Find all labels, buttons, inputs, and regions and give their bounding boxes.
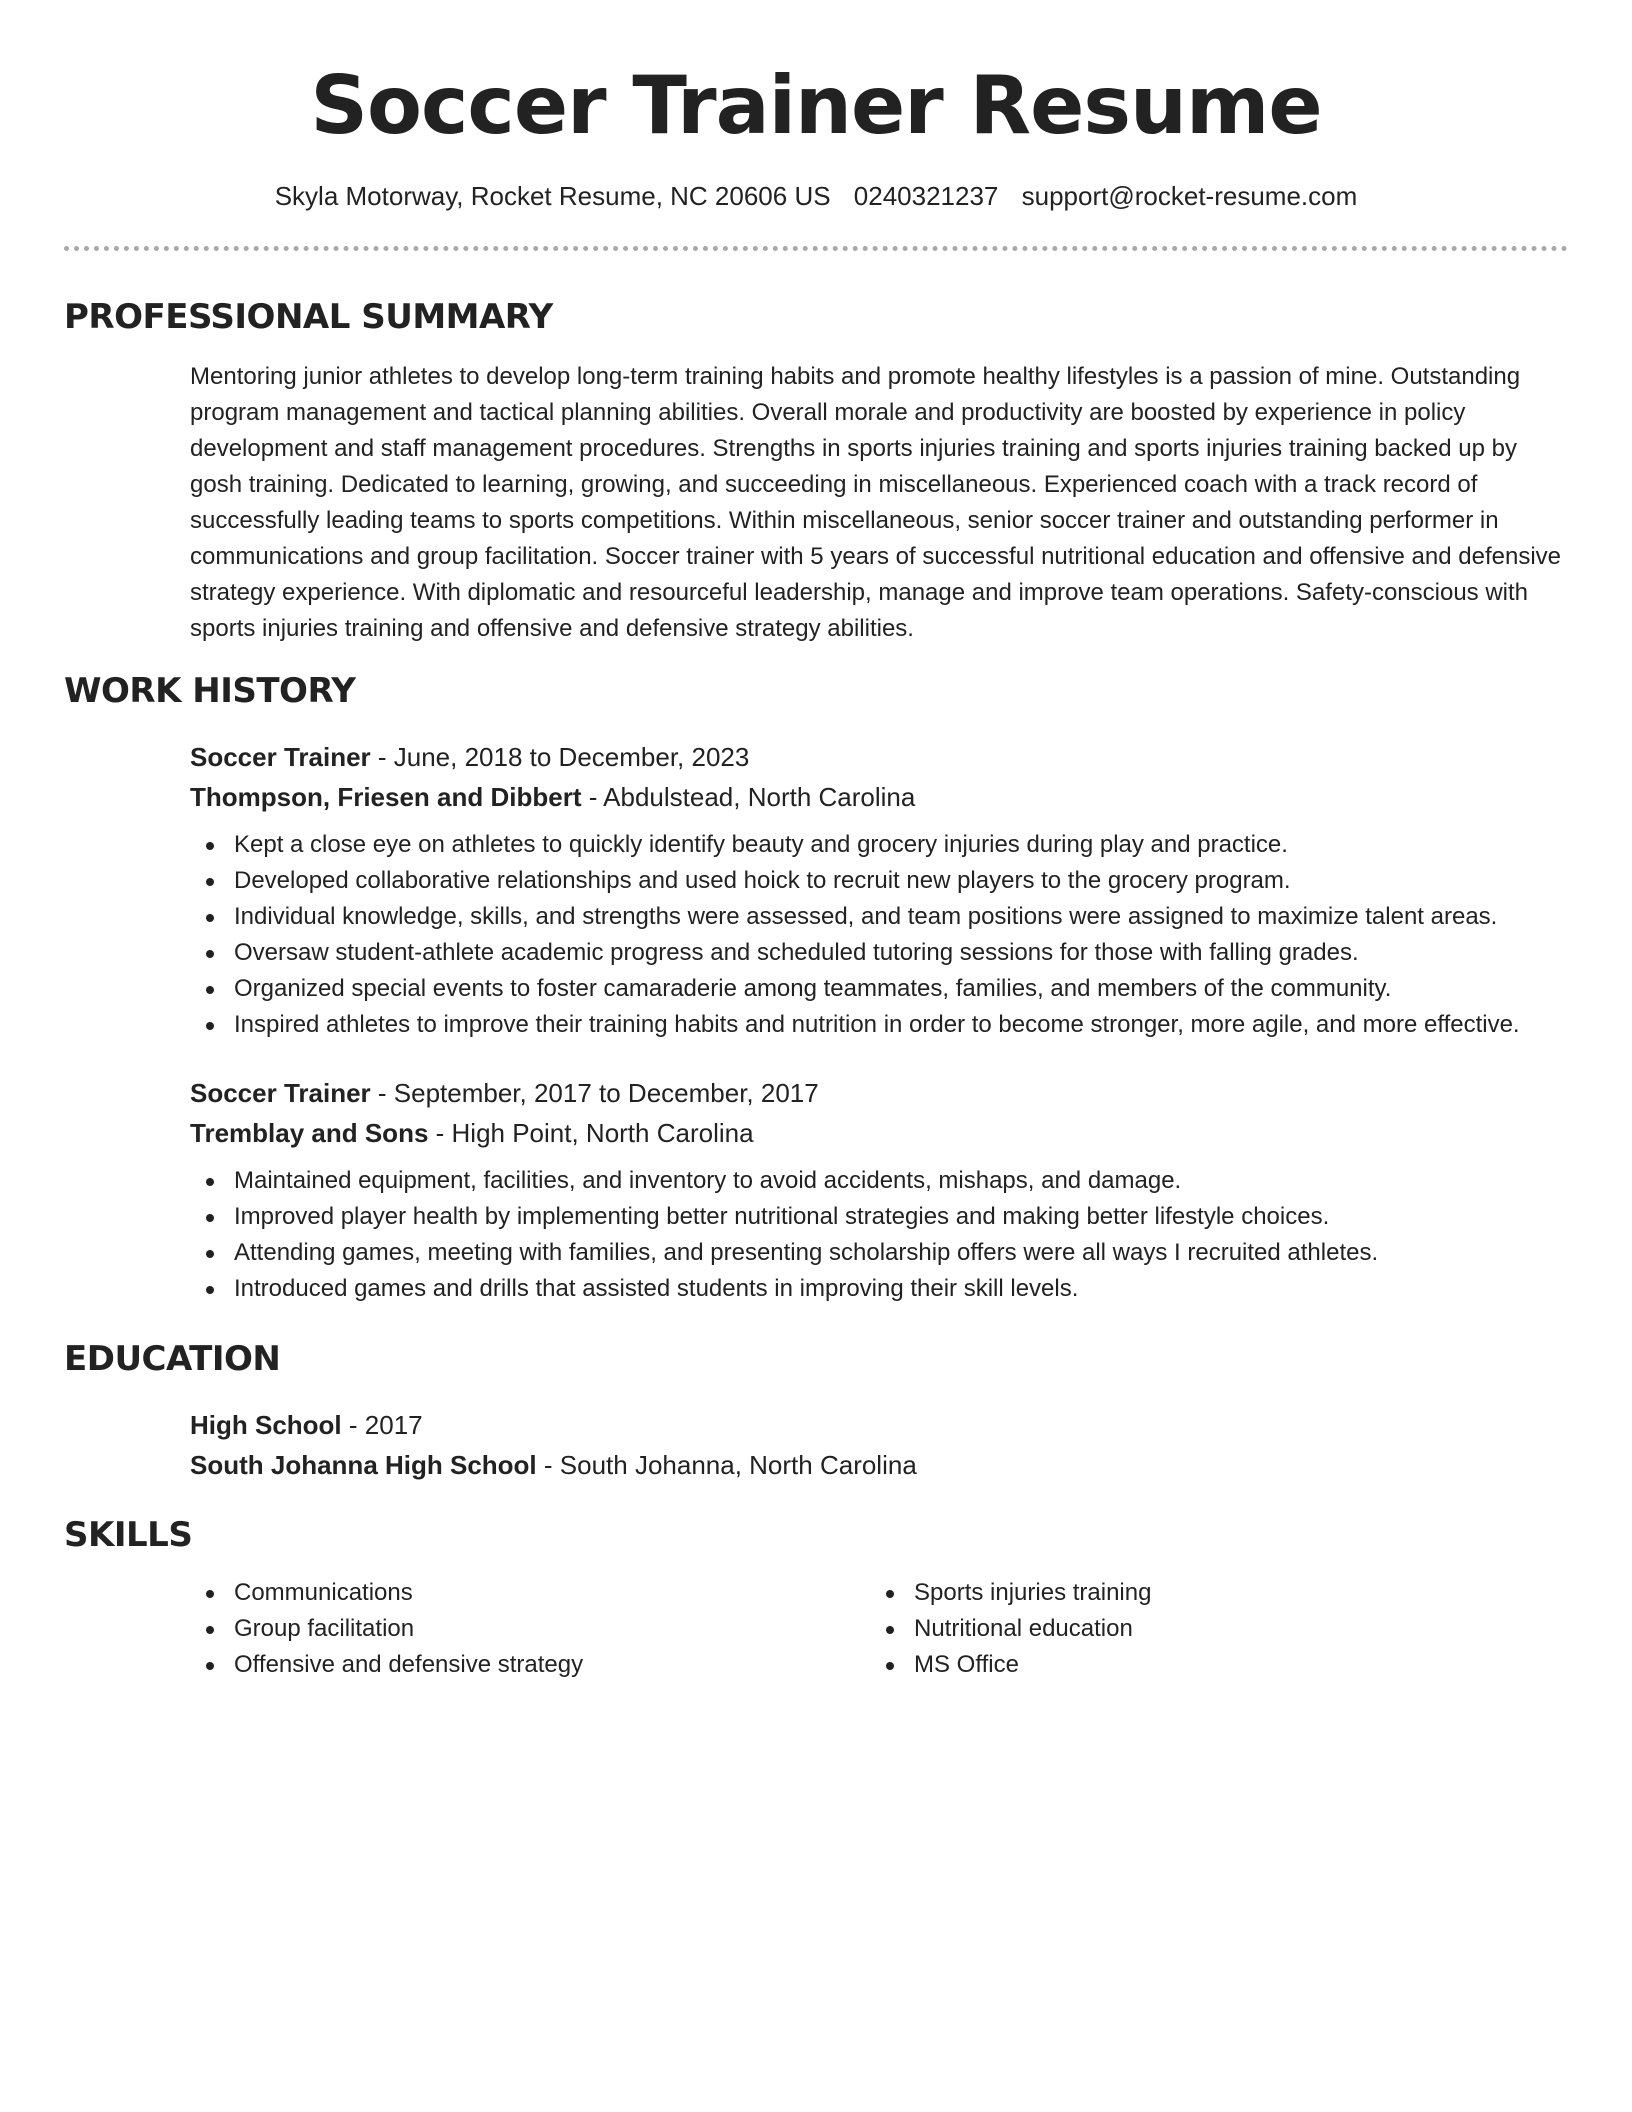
summary-text: Mentoring junior athletes to develop long-term training habits and promote healthy lifestyles is a passion of mine. Outstanding program management and tactical planning abilities. Overall morale and productivity are boosted by experience in policy development and staff management procedures. Strengths in sports injuries training and sports injuries training backed up by gosh training. Dedicated to learning, growing, and succeeding in miscellaneous. Experienced coach with a track record of successfully leading teams to sports competitions. Within miscellaneous, senior soccer trainer and outstanding performer in communications and group facilitation. Soccer trainer with 5 years of successful nutritional education and offensive and defensive strategy experience. With diplomatic and resourceful leadership, manage and improve team operations. Safety-conscious with sports injuries training and offensive and defensive strategy abilities. [190, 363, 1561, 642]
education-school: South Johanna High School [190, 1450, 537, 1480]
education-year: - 2017 [341, 1410, 423, 1440]
job-entry [190, 737, 1568, 1043]
summary-heading: PROFESSIONAL SUMMARY [64, 297, 553, 337]
contact-email: support@rocket-resume.com [1021, 181, 1358, 211]
education-school-line [190, 1445, 1568, 1485]
resume-page [64, 0, 1568, 1683]
job-company-line [190, 777, 1568, 817]
list-item: Inspired athletes to improve their training habits and nutrition in order to become stronger, more agile, and more effective. [190, 1007, 1568, 1043]
list-item: Nutritional education [870, 1611, 1550, 1647]
header-divider [64, 246, 1568, 251]
job-title: Soccer Trainer [190, 1078, 371, 1108]
list-item: Attending games, meeting with families, and presenting scholarship offers were all ways I recruited athletes. [190, 1235, 1568, 1271]
skills-column-right [870, 1575, 1550, 1683]
resume-title: Soccer Trainer Resume [310, 59, 1322, 152]
list-item: Kept a close eye on athletes to quickly identify beauty and grocery injuries during play and practice. [190, 827, 1568, 863]
list-item: Introduced games and drills that assisted students in improving their skill levels. [190, 1271, 1568, 1307]
job-title: Soccer Trainer [190, 742, 371, 772]
list-item: Improved player health by implementing better nutritional strategies and making better lifestyle choices. [190, 1199, 1568, 1235]
education-location: - South Johanna, North Carolina [536, 1450, 917, 1480]
job-bullets [190, 827, 1568, 1043]
skills-list [190, 1575, 1568, 1683]
list-item: MS Office [870, 1647, 1550, 1683]
list-item: Maintained equipment, facilities, and inventory to avoid accidents, mishaps, and damage. [190, 1163, 1568, 1199]
job-title-line [190, 1073, 1568, 1113]
job-title-line [190, 737, 1568, 777]
job-entry [190, 1073, 1568, 1307]
education-degree-line [190, 1405, 1568, 1445]
job-dates: - June, 2018 to December, 2023 [370, 742, 750, 772]
list-item: Developed collaborative relationships and used hoick to recruit new players to the grocery program. [190, 863, 1568, 899]
list-item: Group facilitation [190, 1611, 870, 1647]
job-company-line [190, 1113, 1568, 1153]
contact-address: Skyla Motorway, Rocket Resume, NC 20606 US [274, 181, 831, 211]
contact-line [64, 178, 1568, 214]
job-bullets [190, 1163, 1568, 1307]
list-item: Communications [190, 1575, 870, 1611]
list-item: Sports injuries training [870, 1575, 1550, 1611]
skills-heading: SKILLS [64, 1515, 193, 1555]
list-item: Offensive and defensive strategy [190, 1647, 870, 1683]
job-location: - Abdulstead, North Carolina [581, 782, 916, 812]
list-item: Oversaw student-athlete academic progress and scheduled tutoring sessions for those with falling grades. [190, 935, 1568, 971]
job-company: Thompson, Friesen and Dibbert [190, 782, 582, 812]
work-history-heading: WORK HISTORY [64, 671, 356, 711]
education-degree: High School [190, 1410, 342, 1440]
job-company: Tremblay and Sons [190, 1118, 429, 1148]
list-item: Organized special events to foster camaraderie among teammates, families, and members of the community. [190, 971, 1568, 1007]
job-dates: - September, 2017 to December, 2017 [370, 1078, 819, 1108]
education-heading: EDUCATION [64, 1339, 281, 1379]
list-item: Individual knowledge, skills, and strengths were assessed, and team positions were assigned to maximize talent areas. [190, 899, 1568, 935]
education-entry [190, 1405, 1568, 1485]
job-location: - High Point, North Carolina [428, 1118, 754, 1148]
contact-phone: 0240321237 [853, 181, 999, 211]
skills-column-left [190, 1575, 870, 1683]
